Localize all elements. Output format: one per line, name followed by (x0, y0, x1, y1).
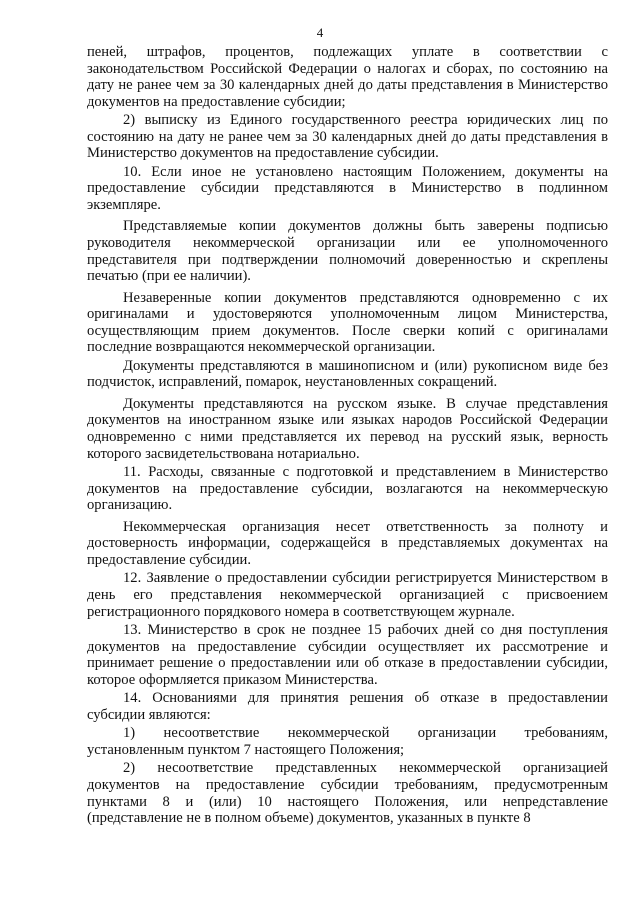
paragraph-clause-10: 10. Если иное не установлено настоящим Положением, документы на предоставление субсидии представляются в Министерство в подлинном экземпляре. (87, 163, 608, 213)
page-number: 4 (316, 25, 324, 40)
paragraph-document-form: Документы представляются в машинописном и (или) рукописном виде без подчисток, исправлений, помарок, неустановленных сокращений. (87, 357, 608, 391)
paragraph-clause-12: 12. Заявление о предоставлении субсидии регистрируется Министерством в день его представления некоммерческой организацией с присвоением регистрационного порядкового номера в соответствующем журнале. (87, 570, 608, 620)
paragraph-language: Документы представляются на русском языке. В случае представления документов на иностранном языке или языках народов Российской Федерации одновременно с ними представляется их перевод на русский язык, верность которого засвидетельствована нотариально. (87, 395, 608, 462)
paragraph-clause-14: 14. Основаниями для принятия решения об отказе в предоставлении субсидии являются: (87, 690, 608, 723)
paragraph-responsibility: Некоммерческая организация несет ответственность за полноту и достоверность информации, содержащейся в представляемых документах на предоставление субсидии. (87, 518, 608, 568)
paragraph-clause-13: 13. Министерство в срок не позднее 15 рабочих дней со дня поступления документов на предоставление субсидии осуществляет их рассмотрение и принимает решение о предоставлении или об отказе в предоставлении субсидии, которое оформляется приказом Министерства. (87, 622, 608, 688)
paragraph-certified-copies: Представляемые копии документов должны быть заверены подписью руководителя некоммерческой организации или ее уполномоченного представителя при подтверждении полномочий доверенностью и скреплены печатью (при ее наличии). (87, 218, 608, 285)
paragraph-tax-clearance-continuation: пеней, штрафов, процентов, подлежащих уплате в соответствии с законодательством Российской Федерации о налогах и сборах, по состоянию на дату не ранее чем за 30 календарных дней до даты представления в Министерство документов на предоставление субсидии; (87, 44, 608, 110)
paragraph-uncertified-copies: Незаверенные копии документов представляются одновременно с их оригиналами и удостоверяются уполномоченным лицом Министерства, осуществляющим прием документов. После сверки копий с оригиналами последние возвращаются некоммерческой организации. (87, 289, 608, 356)
paragraph-registry-extract: 2) выписку из Единого государственного реестра юридических лиц по состоянию на дату не ранее чем за 30 календарных дней до даты представления в Министерство документов на предоставление субсидии. (87, 112, 608, 162)
paragraph-refusal-ground-1: 1) несоответствие некоммерческой организации требованиям, установленным пунктом 7 настоящего Положения; (87, 725, 608, 758)
paragraph-clause-11: 11. Расходы, связанные с подготовкой и представлением в Министерство документов на предоставление субсидии, возлагаются на некоммерческую организацию. (87, 464, 608, 514)
paragraph-refusal-ground-2: 2) несоответствие представленных некоммерческой организацией документов на предоставление субсидии требованиям, предусмотренным пунктами 8 и (или) 10 настоящего Положения, или непредставление (представление не в полном объеме) документов, указанных в пункте 8 (87, 760, 608, 827)
document-body (87, 44, 608, 827)
